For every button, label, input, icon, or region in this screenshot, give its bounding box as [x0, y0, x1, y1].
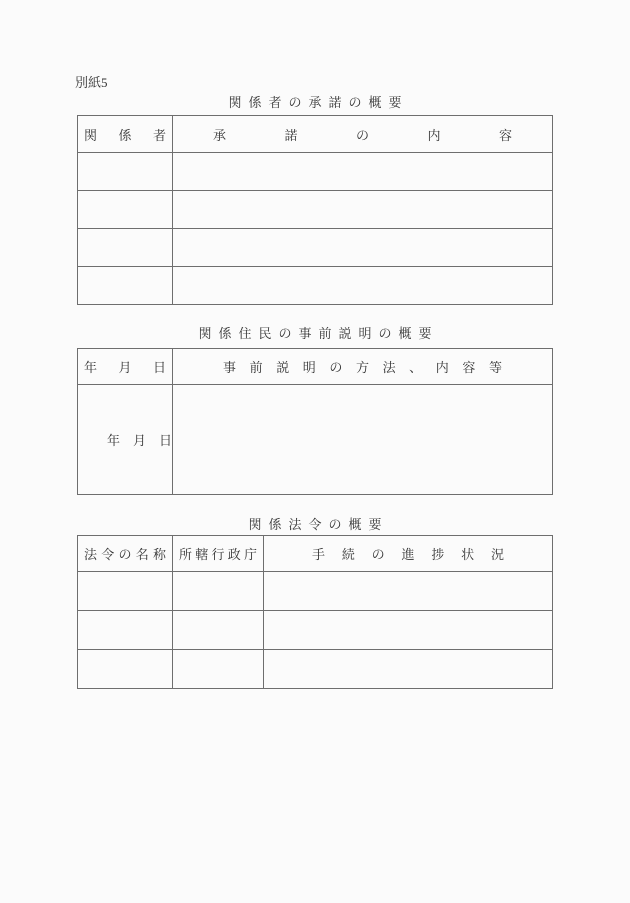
- laws-table-header-name: [78, 536, 173, 572]
- consent-content-cell: [173, 191, 553, 229]
- attachment-label: 別紙5: [75, 75, 108, 90]
- laws-table-row: [78, 650, 553, 689]
- laws-table-header-progress-label: 手 続 の 進 捗 状 況: [312, 547, 504, 562]
- consent-content-cell: [173, 267, 553, 305]
- laws-table: [77, 535, 553, 689]
- explanation-table-header-date-label: 年 月 日: [84, 360, 166, 375]
- laws-table-header-agency-label: 所 轄 行 政 庁: [179, 547, 257, 562]
- law-name-cell: [78, 650, 173, 689]
- explanation-table-row: [78, 385, 553, 495]
- explanation-table-header-date: [78, 349, 173, 385]
- consent-table-header-content: [173, 116, 553, 153]
- consent-table-row: [78, 267, 553, 305]
- consent-table-row: [78, 153, 553, 191]
- consent-table-header-party: [78, 116, 173, 153]
- party-cell: [78, 229, 173, 267]
- consent-content-cell: [173, 229, 553, 267]
- progress-cell: [264, 572, 553, 611]
- laws-table-header-progress: [264, 536, 553, 572]
- consent-table: [77, 115, 553, 305]
- consent-table-row: [78, 191, 553, 229]
- consent-content-cell: [173, 153, 553, 191]
- explanation-table: [77, 348, 553, 495]
- consent-table-header-row: [78, 116, 553, 153]
- agency-cell: [173, 650, 264, 689]
- laws-table-header-row: [78, 536, 553, 572]
- law-name-cell: [78, 572, 173, 611]
- laws-table-title: 関係法令の概要: [248, 517, 389, 532]
- explanation-table-header-method-label: 事 前 説 明 の 方 法 、 内 容 等: [223, 360, 502, 375]
- party-cell: [78, 153, 173, 191]
- laws-table-row: [78, 611, 553, 650]
- consent-table-header-party-label: 関 係 者: [84, 127, 166, 143]
- explanation-table-header-row: [78, 349, 553, 385]
- party-cell: [78, 267, 173, 305]
- agency-cell: [173, 572, 264, 611]
- consent-table-row: [78, 229, 553, 267]
- party-cell: [78, 191, 173, 229]
- progress-cell: [264, 611, 553, 650]
- agency-cell: [173, 611, 264, 650]
- consent-table-title: 関係者の承諾の概要: [228, 95, 409, 110]
- explanation-table-header-method: [173, 349, 553, 385]
- consent-table-header-content-label: 承 諾 の 内 容: [213, 127, 512, 143]
- progress-cell: [264, 650, 553, 689]
- laws-table-header-agency: [173, 536, 264, 572]
- explanation-table-title: 関係住民の事前説明の概要: [198, 326, 439, 341]
- law-name-cell: [78, 611, 173, 650]
- explanation-method-cell: [173, 385, 553, 495]
- laws-table-row: [78, 572, 553, 611]
- explanation-date-cell: 年 月 日: [78, 385, 173, 495]
- laws-table-header-name-label: 法 令 の 名 称: [84, 547, 166, 562]
